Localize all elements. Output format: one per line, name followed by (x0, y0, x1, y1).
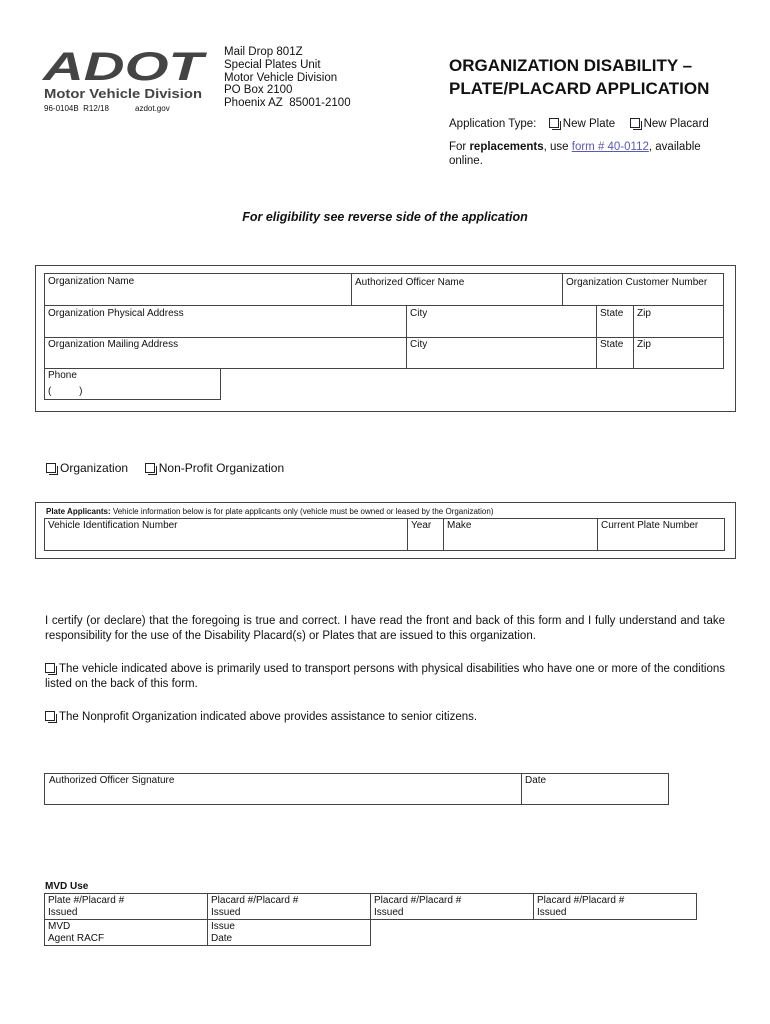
form-number: 96-0104B R12/18 (44, 104, 109, 113)
signature-label: Authorized Officer Signature (49, 775, 175, 786)
senior-statement-row (45, 710, 725, 725)
transport-statement: The vehicle indicated above is primarily used to transport persons with physical disabilities who have one or more of the conditions listed on the back of this form. (45, 663, 725, 690)
adot-logo-graphic (42, 46, 207, 102)
svg-text:ADOT: ADOT (42, 46, 207, 89)
label-line: Issued (537, 907, 567, 918)
label-line: MVD (48, 921, 71, 932)
mailing-state-label: State (600, 339, 624, 350)
application-type-label: Application Type: (449, 118, 537, 130)
address-line: PO Box 2100 (224, 84, 293, 97)
new-placard-checkbox[interactable] (630, 118, 640, 128)
transport-statement-row (45, 662, 725, 692)
phone-format: ( ) (48, 386, 83, 397)
signature-date-label: Date (525, 775, 547, 786)
replacements-note (449, 140, 701, 168)
physical-state-label: State (600, 308, 624, 319)
label-line: Issue (211, 921, 235, 932)
non-profit-checkbox[interactable] (145, 463, 155, 473)
label-line: Issued (374, 907, 404, 918)
mailing-city-field[interactable] (406, 337, 597, 369)
label-line: Placard #/Placard # (211, 895, 299, 906)
plate-applicants-note-text: Vehicle information below is for plate applicants only (vehicle must be owned or leased by the Organization) (110, 507, 494, 516)
transport-checkbox[interactable] (45, 663, 55, 673)
new-plate-label: New Plate (562, 118, 616, 130)
mvd-agent-racf-label (45, 919, 107, 947)
label-line: Issued (48, 907, 78, 918)
plate-applicants-note-bold: Plate Applicants: (46, 507, 111, 516)
svg-text:Motor Vehicle Division: Motor Vehicle Division (44, 86, 203, 101)
replacements-suffix: , available (648, 141, 701, 153)
make-label: Make (447, 520, 472, 531)
address-line: Special Plates Unit (224, 58, 321, 71)
address-line: Phoenix AZ 85001-2100 (224, 97, 351, 110)
certification-statement: I certify (or declare) that the foregoing is true and correct. I have read the front and back of this form and I fully understand and take responsibility for the use of the Disability Placard(s) or Plates that are issued to this organization. (45, 615, 725, 642)
website: azdot.gov (135, 104, 170, 113)
physical-address-label: Organization Physical Address (48, 308, 184, 319)
label-line: Agent RACF (48, 933, 105, 944)
mailing-zip-label: Zip (637, 339, 651, 350)
organization-label: Organization (60, 461, 129, 475)
physical-city-field[interactable] (406, 305, 597, 338)
physical-zip-label: Zip (637, 308, 651, 319)
plate-applicants-note (46, 507, 493, 516)
year-label: Year (411, 520, 432, 531)
label-line: Issued (211, 907, 241, 918)
current-plate-label: Current Plate Number (601, 520, 699, 531)
new-plate-checkbox[interactable] (549, 118, 559, 128)
page-title (449, 54, 709, 100)
address-line: Mail Drop 801Z (224, 46, 303, 58)
mailing-address-block (224, 46, 351, 110)
customer-number-label: Organization Customer Number (566, 277, 708, 288)
organization-type-row (46, 461, 284, 475)
address-line: Motor Vehicle Division (224, 71, 338, 84)
replacements-bold: replacements (469, 141, 544, 153)
label-line: Placard #/Placard # (537, 895, 625, 906)
organization-checkbox[interactable] (46, 463, 56, 473)
replacements-mid: , use (543, 141, 572, 153)
label-line: Placard #/Placard # (374, 895, 462, 906)
title-line: ORGANIZATION DISABILITY – (449, 56, 693, 75)
mvd-placard-issued-4-label (534, 893, 627, 921)
organization-name-label: Organization Name (48, 276, 135, 287)
mvd-issue-date-label (208, 919, 238, 947)
senior-checkbox[interactable] (45, 711, 55, 721)
physical-city-label: City (410, 308, 428, 319)
mailing-city-label: City (410, 339, 428, 350)
mvd-placard-issued-3-label (371, 893, 464, 921)
label-line: Plate #/Placard # (48, 895, 125, 906)
replacement-form-link[interactable]: form # 40-0112 (571, 141, 649, 153)
replacements-prefix: For (449, 141, 470, 153)
mvd-use-title: MVD Use (45, 881, 89, 892)
mailing-address-label: Organization Mailing Address (48, 339, 179, 350)
replacements-line2: online. (449, 155, 483, 167)
non-profit-label: Non-Profit Organization (158, 461, 285, 475)
phone-label: Phone (48, 370, 77, 381)
mvd-placard-issued-2-label (208, 893, 301, 921)
title-line: PLATE/PLACARD APPLICATION (449, 79, 710, 98)
new-placard-label: New Placard (643, 118, 709, 130)
mvd-placard-issued-1-label (45, 893, 127, 921)
senior-statement: The Nonprofit Organization indicated above provides assistance to senior citizens. (59, 711, 478, 723)
eligibility-note: For eligibility see reverse side of the application (242, 210, 528, 224)
label-line: Date (211, 933, 233, 944)
adot-logo (42, 46, 207, 102)
vin-label: Vehicle Identification Number (48, 520, 178, 531)
authorized-officer-name-label: Authorized Officer Name (355, 277, 465, 288)
application-type-row (449, 118, 709, 130)
